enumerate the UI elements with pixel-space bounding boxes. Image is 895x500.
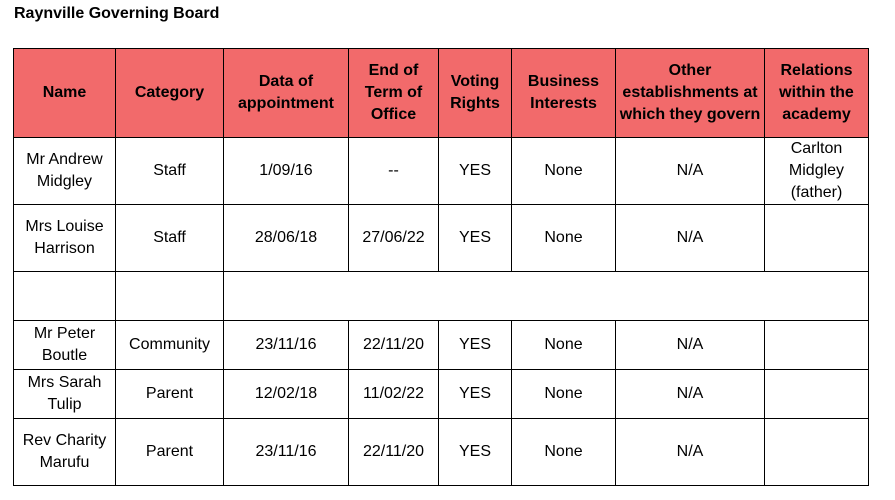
cell-category: Parent xyxy=(116,419,224,486)
header-other-establishments: Other establishments at which they govern xyxy=(616,49,765,138)
cell-voting: YES xyxy=(439,419,512,486)
header-name: Name xyxy=(14,49,116,138)
cell-category: Community xyxy=(116,321,224,370)
cell-voting: YES xyxy=(439,138,512,205)
cell-other: N/A xyxy=(616,205,765,272)
governors-table xyxy=(13,48,869,486)
header-voting-rights: Voting Rights xyxy=(439,49,512,138)
cell-business: None xyxy=(512,321,616,370)
cell-relations xyxy=(765,370,869,419)
cell-business: None xyxy=(512,205,616,272)
cell-end-of-term: 27/06/22 xyxy=(349,205,439,272)
cell-other: N/A xyxy=(616,370,765,419)
cell-relations: Carlton Midgley (father) xyxy=(765,138,869,205)
table-row xyxy=(14,419,869,486)
blank-cell xyxy=(116,272,224,321)
cell-category: Parent xyxy=(116,370,224,419)
cell-category: Staff xyxy=(116,205,224,272)
cell-end-of-term: -- xyxy=(349,138,439,205)
cell-business: None xyxy=(512,138,616,205)
cell-appointment: 23/11/16 xyxy=(224,321,349,370)
cell-name: Rev Charity Marufu xyxy=(14,419,116,486)
header-business-interests: Business Interests xyxy=(512,49,616,138)
cell-appointment: 1/09/16 xyxy=(224,138,349,205)
blank-cell xyxy=(14,272,116,321)
blank-area xyxy=(224,272,869,321)
cell-name: Mr Peter Boutle xyxy=(14,321,116,370)
cell-business: None xyxy=(512,419,616,486)
cell-other: N/A xyxy=(616,419,765,486)
page-title: Raynville Governing Board xyxy=(14,5,220,22)
table-row xyxy=(14,321,869,370)
cell-end-of-term: 22/11/20 xyxy=(349,419,439,486)
cell-other: N/A xyxy=(616,321,765,370)
cell-appointment: 12/02/18 xyxy=(224,370,349,419)
cell-name: Mrs Louise Harrison xyxy=(14,205,116,272)
cell-name: Mrs Sarah Tulip xyxy=(14,370,116,419)
cell-end-of-term: 11/02/22 xyxy=(349,370,439,419)
cell-appointment: 28/06/18 xyxy=(224,205,349,272)
header-appointment: Data of appointment xyxy=(224,49,349,138)
header-category: Category xyxy=(116,49,224,138)
cell-voting: YES xyxy=(439,321,512,370)
blank-row xyxy=(14,272,869,321)
table-row xyxy=(14,205,869,272)
cell-voting: YES xyxy=(439,205,512,272)
cell-appointment: 23/11/16 xyxy=(224,419,349,486)
cell-relations xyxy=(765,321,869,370)
cell-business: None xyxy=(512,370,616,419)
cell-other: N/A xyxy=(616,138,765,205)
table-row xyxy=(14,370,869,419)
cell-category: Staff xyxy=(116,138,224,205)
table-row xyxy=(14,138,869,205)
cell-voting: YES xyxy=(439,370,512,419)
cell-end-of-term: 22/11/20 xyxy=(349,321,439,370)
header-end-of-term: End of Term of Office xyxy=(349,49,439,138)
cell-relations xyxy=(765,419,869,486)
cell-relations xyxy=(765,205,869,272)
cell-name: Mr Andrew Midgley xyxy=(14,138,116,205)
header-row xyxy=(14,49,869,138)
header-relations: Relations within the academy xyxy=(765,49,869,138)
